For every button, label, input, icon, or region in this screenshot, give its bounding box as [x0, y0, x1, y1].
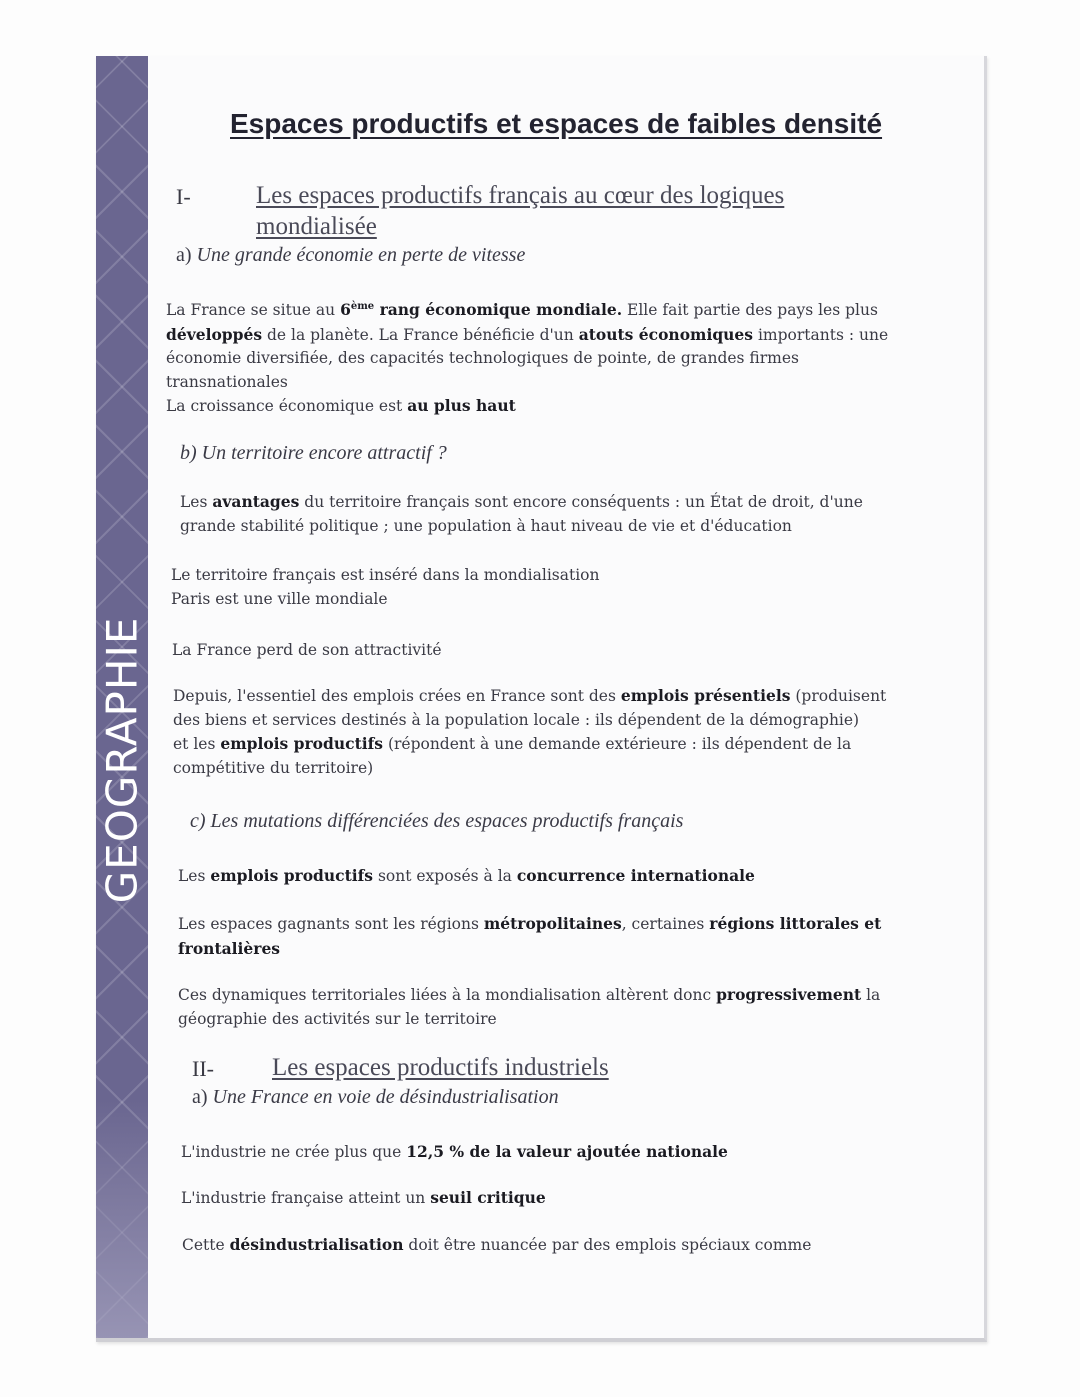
paragraph-5-line3 [173, 732, 886, 757]
paragraph-7 [178, 912, 881, 961]
paragraph-11 [182, 1233, 811, 1258]
text-run: importants : une [753, 325, 889, 344]
bold-superscript: ème [350, 300, 375, 312]
paragraph-5-line4: compétitive du territoire) [173, 758, 374, 777]
bold-text: au plus haut [407, 396, 516, 415]
text-run: , certaines [621, 915, 710, 933]
bold-text: emplois productifs [220, 734, 384, 753]
paragraph-1-line5 [166, 394, 888, 419]
bold-text: 12,5 % de la valeur ajoutée nationale [406, 1142, 728, 1161]
section-1-heading-line2: mondialisée [256, 213, 377, 240]
bold-text: 6 [340, 300, 351, 319]
paragraph-2-line2: grande stabilité politique ; une population à haut niveau de vie et d'éducation [180, 516, 792, 535]
subheading-2a-letter: a) [192, 1086, 208, 1108]
paragraph-4: La France perd de son attractivité [172, 641, 442, 659]
text-run: sont exposés à la [373, 867, 517, 885]
bold-text: développés [166, 324, 263, 344]
bold-text: emplois productifs [210, 866, 374, 885]
subheading-1c: c) Les mutations différenciées des espaces productifs français [190, 810, 684, 832]
text-run: La croissance économique est [166, 397, 408, 415]
text-run: L'industrie ne crée plus que [181, 1143, 407, 1161]
section-1-number: I- [176, 184, 191, 209]
bold-text: atouts économiques [578, 324, 754, 344]
bold-text: désindustrialisation [229, 1235, 404, 1254]
paragraph-9 [181, 1140, 728, 1165]
paragraph-6 [178, 864, 755, 889]
section-2-heading: Les espaces productifs industriels [272, 1054, 609, 1081]
text-run: du territoire français sont encore conséquents : un État de droit, d'une [299, 493, 863, 511]
paragraph-3 [171, 564, 599, 611]
paragraph-1-line2 [166, 323, 888, 348]
text-run: Depuis, l'essentiel des emplois crées en France sont des [173, 687, 621, 705]
paragraph-1-line3: économie diversifiée, des capacités technologiques de pointe, de grandes firmes [166, 349, 800, 367]
subheading-1b: b) Un territoire encore attractif ? [180, 442, 447, 464]
paragraph-10 [181, 1186, 546, 1211]
page-title: Espaces productifs et espaces de faibles densité [230, 108, 883, 139]
paragraph-8 [178, 983, 880, 1031]
paragraph-2-line1 [180, 490, 863, 515]
paragraph-1-line4: transnationales [166, 372, 288, 391]
text-run: doit être nuancée par des emplois spéciaux comme [403, 1236, 812, 1254]
bold-text: seuil critique [430, 1188, 546, 1207]
paragraph-1 [166, 298, 888, 419]
bold-text: concurrence internationale [516, 866, 755, 885]
text-run: et les [173, 735, 221, 753]
text-run: Les [178, 867, 211, 885]
subheading-1a-letter: a) [176, 244, 192, 266]
paragraph-3-line1: Le territoire français est inséré dans la mondialisation [171, 566, 600, 584]
subheading-1a [176, 244, 525, 267]
subheading-1a-text: Une grande économie en perte de vitesse [196, 244, 526, 266]
section-1-heading [256, 180, 784, 242]
section-2-number: II- [192, 1056, 214, 1081]
sidebar-label: GEOGRAPHIE [97, 616, 147, 904]
paragraph-7-line1 [178, 912, 881, 937]
text-run: Les [180, 493, 213, 511]
subheading-2a-text: Une France en voie de désindustrialisation [212, 1086, 559, 1108]
bold-text: métropolitaines [483, 914, 622, 933]
paragraph-1-line1 [166, 298, 888, 323]
paragraph-2 [180, 490, 863, 538]
bold-text: frontalières [178, 938, 281, 958]
bold-text: rang économique mondiale. [374, 300, 623, 319]
sidebar-band-fade [96, 1100, 148, 1338]
text-run: L'industrie française atteint un [181, 1189, 431, 1207]
text-run: Les espaces gagnants sont les régions [178, 915, 484, 933]
text-run: Cette [182, 1236, 230, 1254]
text-run: Ces dynamiques territoriales liées à la mondialisation altèrent donc [178, 986, 717, 1004]
text-run: (répondent à une demande extérieure : ils dépendent de la [383, 735, 852, 753]
paragraph-3-line2: Paris est une ville mondiale [171, 589, 388, 608]
paragraph-8-line2: géographie des activités sur le territoire [178, 1009, 497, 1028]
bold-text: avantages [212, 492, 300, 511]
bold-text: progressivement [716, 985, 862, 1004]
text-run: La France se situe au [166, 301, 341, 319]
paragraph-5 [173, 684, 886, 780]
paragraph-8-line1 [178, 983, 880, 1008]
subheading-2a [192, 1086, 559, 1109]
bold-text: régions littorales et [709, 914, 882, 933]
bold-text: emplois présentiels [620, 686, 791, 705]
paragraph-7-line2 [178, 937, 881, 962]
paragraph-5-line1 [173, 684, 886, 709]
text-run: de la planète. La France bénéficie d'un [262, 325, 579, 344]
text-run: la [861, 986, 881, 1004]
text-run: (produisent [790, 687, 887, 705]
paragraph-5-line2: des biens et services destinés à la population locale : ils dépendent de la démographie) [173, 710, 860, 729]
text-run: Elle fait partie des pays les plus [622, 301, 878, 319]
section-1-heading-line1: Les espaces productifs français au cœur des logiques [256, 182, 785, 209]
